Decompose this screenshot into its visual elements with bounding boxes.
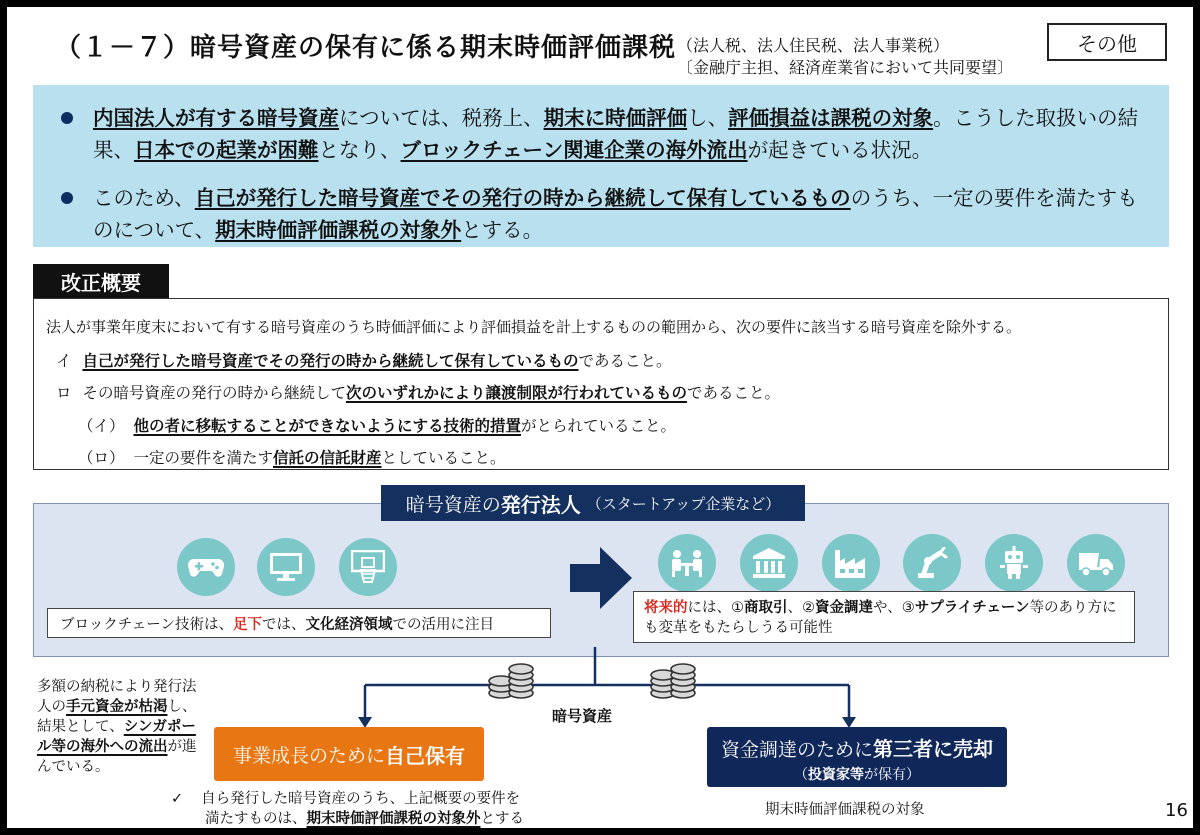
- rn-g: サプライチェーン: [914, 600, 1030, 616]
- issuer-b: 発行法人: [500, 492, 581, 517]
- sell-d: 投資家等: [808, 767, 864, 783]
- sum1-d: し、: [687, 106, 729, 130]
- ln-a: ブロックチェーン技術は、: [60, 616, 233, 633]
- requirement-ro: [56, 381, 780, 403]
- side-d: シンガポール等の海外への流出: [37, 719, 196, 755]
- req-ro-a: その暗号資産の発行の時から継続して: [82, 384, 346, 402]
- holdnote-a: 自ら発行した暗号資産のうち、上記概要の要件を: [201, 791, 521, 807]
- issuer-label: [381, 485, 805, 521]
- sale-note: 期末時価評価課税の対象: [765, 802, 925, 818]
- ln-c: では、: [261, 616, 306, 633]
- req-sub1-bold: 他の者に移転することができないようにする技術的措置: [133, 417, 521, 435]
- basketball-icon: [339, 538, 397, 596]
- bullet-icon: [61, 112, 73, 124]
- page-number: 16: [1165, 800, 1188, 821]
- monitor-icon: [257, 538, 315, 596]
- side-b: 手元資金が枯渇: [66, 699, 168, 715]
- sum2-a: このため、: [93, 186, 195, 210]
- self-holding-note: [171, 789, 524, 828]
- gamepad-icon: [177, 538, 235, 596]
- sum1-a: 内国法人が有する暗号資産: [93, 106, 339, 130]
- sum1-f: 。こうした取扱いの結果、: [93, 106, 1139, 162]
- robot-icon: [985, 534, 1043, 592]
- outflow-note: [37, 677, 197, 777]
- issuer-a: 暗号資産の: [405, 493, 501, 516]
- rn-e: 資金調達: [815, 600, 873, 616]
- sum2-c: のうち、一定の要件を満たすものについて、: [93, 186, 1138, 242]
- hold-b: 自己保有: [385, 743, 465, 768]
- sum1-j: が起きている状況。: [747, 138, 933, 162]
- requirement-sub-1: [78, 414, 676, 436]
- title-agencies: 〔金融庁主担、経済産業省において共同要望〕: [677, 58, 1014, 77]
- future-use-note: [633, 591, 1135, 643]
- crypto-asset-label: 暗号資産: [552, 707, 613, 725]
- rn-d: 、②: [787, 600, 815, 616]
- sum1-c: 期末に時価評価: [543, 106, 688, 130]
- requirement-sub-2: [78, 446, 506, 468]
- req-ro-mark: ロ: [56, 384, 72, 402]
- revision-intro: 法人が事業年度末において有する暗号資産のうち時価評価により評価損益を計上するものの範囲から、次の要件に該当する暗号資産を除外する。: [46, 318, 1022, 336]
- sell-c: （: [794, 767, 808, 783]
- req-ro-rest: であること。: [686, 384, 780, 402]
- summary-paragraph-2: [93, 182, 1153, 246]
- current-use-note: [47, 608, 551, 638]
- req-sub2-rest: としていること。: [381, 449, 506, 467]
- arrow-right-icon: [570, 547, 632, 609]
- rn-f: や、③: [873, 600, 915, 616]
- summary-box: [33, 85, 1169, 247]
- req-sub2-mark: （ロ）: [78, 449, 125, 467]
- sum1-e: 評価損益は課税の対象: [728, 106, 934, 130]
- ln-d: 文化経済領域: [305, 616, 393, 633]
- side-e: が進んでいる。: [37, 739, 197, 775]
- req-sub1-mark: （イ）: [78, 417, 125, 435]
- revision-heading: 改正概要: [33, 264, 169, 298]
- req-sub1-rest: がとられていること。: [520, 417, 676, 435]
- truck-icon: [1067, 534, 1125, 592]
- meeting-icon: [658, 534, 716, 592]
- rn-a: 将来的: [644, 600, 688, 616]
- sum2-b: 自己が発行した暗号資産でその発行の時から継続して保有しているもの: [194, 186, 851, 210]
- issuer-c: （スタートアップ企業など）: [586, 494, 781, 513]
- sum1-g: 日本での起業が困難: [134, 138, 319, 162]
- req-ro-bold: 次のいずれかにより譲渡制限が行われているもの: [345, 384, 687, 402]
- summary-paragraph-1: [93, 102, 1153, 166]
- side-c: し、結果として、: [37, 699, 197, 735]
- coins-icon: [487, 659, 535, 703]
- robot-arm-icon: [903, 534, 961, 592]
- holdnote-d: とする: [480, 811, 524, 827]
- sell-b: 第三者に売却: [873, 737, 993, 761]
- sum1-i: ブロックチェーン関連企業の海外流出: [400, 138, 748, 162]
- rn-b: には、①: [687, 600, 744, 616]
- holdnote-b: 満たすものは、: [205, 811, 307, 827]
- hold-a: 事業成長のために: [232, 744, 385, 767]
- rn-c: 商取引: [744, 600, 788, 616]
- requirement-i: [56, 349, 671, 371]
- rn-h: 等のあり方にも変革をもたらしうる可能性: [644, 600, 1117, 636]
- sell-e: が保有）: [864, 767, 920, 783]
- self-holding-box: [214, 727, 484, 781]
- page-title: （１－７）暗号資産の保有に係る期末時価評価課税: [55, 33, 677, 63]
- slide: [7, 7, 1193, 828]
- sum2-e: とする。: [461, 218, 544, 242]
- bullet-icon: [61, 192, 73, 204]
- holdnote-c: 期末時価評価課税の対象外: [306, 811, 481, 827]
- req-sub2-a: 一定の要件を満たす: [133, 449, 273, 467]
- check-icon: ✓: [171, 791, 184, 807]
- third-party-sale-box: [707, 727, 1007, 787]
- category-tag: その他: [1047, 23, 1167, 61]
- sell-a: 資金調達のために: [720, 739, 873, 761]
- req-sub2-bold: 信託の信託財産: [272, 449, 382, 467]
- coins-icon: [649, 659, 697, 703]
- req-i-mark: イ: [56, 352, 72, 370]
- side-a: 多額の納税により発行法人の: [37, 679, 197, 715]
- sum1-h: となり、: [318, 138, 401, 162]
- ln-e: での活用に注目: [392, 616, 494, 633]
- title-taxes: （法人税、法人住民税、法人事業税）: [677, 36, 950, 55]
- sum2-d: 期末時価評価課税の対象外: [215, 218, 462, 242]
- revision-box: [33, 298, 1169, 470]
- ln-b: 足下: [232, 616, 262, 633]
- bank-icon: [740, 534, 798, 592]
- factory-icon: [822, 534, 880, 592]
- sum1-b: については、税務上、: [339, 106, 544, 130]
- req-i-bold: 自己が発行した暗号資産でその発行の時から継続して保有しているもの: [82, 352, 579, 370]
- req-i-rest: であること。: [578, 352, 672, 370]
